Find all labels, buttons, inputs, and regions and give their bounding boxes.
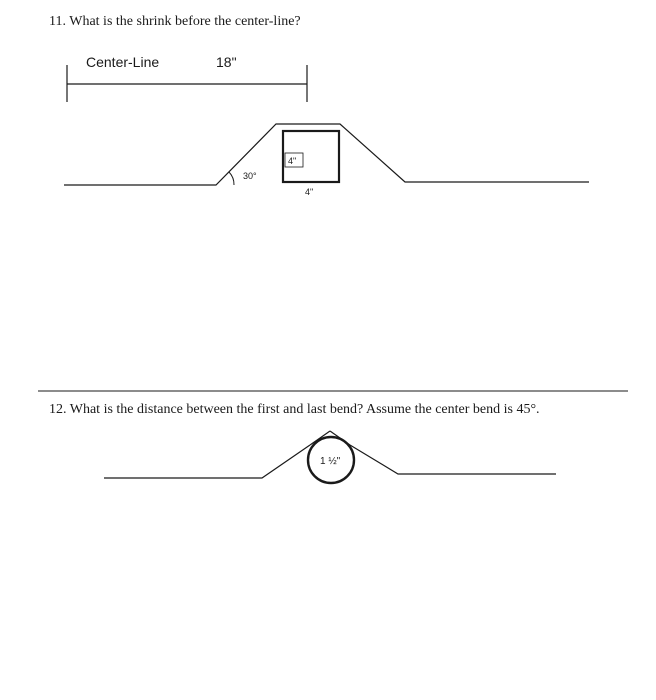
length-label: 18" — [216, 54, 237, 70]
q12-conduit-right — [350, 445, 556, 474]
pipe-size-label: 1 ½" — [320, 456, 341, 467]
question-12-text: What is the distance between the first and last bend? Assume the center bend is 45°. — [69, 402, 540, 417]
centerline-label: Center-Line — [86, 54, 160, 70]
angle-label: 30° — [243, 171, 257, 181]
box-width-label: 4" — [305, 187, 314, 197]
q12-bend-profile — [104, 431, 556, 483]
q12-conduit-left — [104, 445, 310, 478]
q11-centerline-dimension — [67, 54, 307, 102]
q11-bend-profile — [64, 124, 589, 197]
question-12 — [49, 402, 540, 418]
question-12-number: 12. — [49, 402, 67, 417]
angle-arc — [229, 172, 234, 185]
question-11-number: 11. — [49, 14, 66, 29]
question-11-text: What is the shrink before the center-line? — [69, 14, 301, 29]
box-height-label: 4" — [288, 156, 297, 166]
